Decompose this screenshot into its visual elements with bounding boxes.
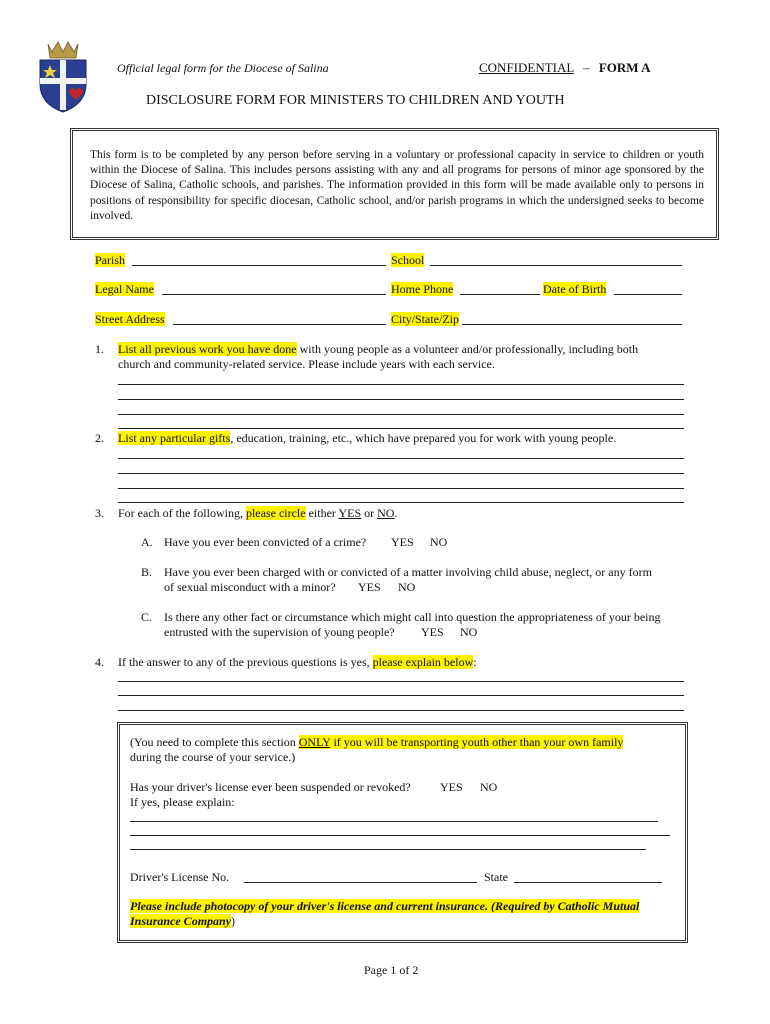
intro-box [70, 128, 719, 240]
q3c-label: C. [141, 610, 153, 624]
street-label: Street Address [95, 312, 165, 326]
intro-text: This form is to be completed by any person before serving in a voluntary or professional capacity in service to children or youth within the Diocese of Salina. This includes persons assisting with any and all programs for persons of minor age sponsored by the Diocese of Salina, Catholic schools, and parishes. The information provided in this form will be made available only to persons in positions of responsibility for specific diocesan, Catholic school, and/or parish programs in which the undersigned seeks to become involved. [90, 149, 704, 222]
q1-number: 1. [95, 342, 104, 356]
q3b-text-line2: of sexual misconduct with a minor? [164, 580, 336, 594]
school-label: School [391, 253, 425, 267]
q3b-yes-option[interactable]: YES [358, 580, 381, 594]
q2-number: 2. [95, 431, 104, 445]
license-explain-line[interactable] [130, 821, 658, 822]
license-explain-label: If yes, please explain: [130, 795, 235, 809]
q3-text: For each of the following, please circle either YES or NO. [118, 506, 398, 520]
dob-label: Date of Birth [543, 282, 607, 296]
home-phone-field[interactable] [460, 294, 540, 295]
q1-answer-line[interactable] [118, 384, 684, 385]
parish-label: Parish [95, 253, 125, 267]
q3b-label: B. [141, 565, 153, 579]
license-suspended-no-option[interactable]: NO [480, 780, 498, 794]
q2-answer-line[interactable] [118, 488, 684, 489]
q1-text: List all previous work you have done with young people as a volunteer and/or professionally, including both [118, 342, 639, 356]
q2-answer-line[interactable] [118, 458, 684, 459]
license-state-field[interactable] [514, 882, 662, 883]
q3a-no-option[interactable]: NO [430, 535, 448, 549]
q1-answer-line[interactable] [118, 399, 684, 400]
license-suspended-yes-option[interactable]: YES [440, 780, 463, 794]
page-number: Page 1 of 2 [364, 963, 419, 977]
parish-field[interactable] [132, 265, 386, 266]
insurance-note-line1: Please include photocopy of your driver's license and current insurance. (Required by Catholic Mutual [130, 899, 640, 913]
license-number-field[interactable] [244, 882, 477, 883]
driver-intro-line2: during the course of your service.) [130, 750, 296, 764]
q3-number: 3. [95, 506, 104, 520]
license-number-label: Driver's License No. [130, 870, 230, 884]
q3b-text-line1: Have you ever been charged with or convicted of a matter involving child abuse, neglect, or any form [164, 565, 652, 579]
q2-text: List any particular gifts, education, training, etc., which have prepared you for work with young people. [118, 431, 617, 445]
city-field[interactable] [462, 324, 682, 325]
page-title: DISCLOSURE FORM FOR MINISTERS TO CHILDREN AND YOUTH [146, 93, 565, 108]
q3a-text: Have you ever been convicted of a crime? [164, 535, 367, 549]
q3c-yes-option[interactable]: YES [421, 625, 444, 639]
q4-number: 4. [95, 655, 104, 669]
q3c-text-line1: Is there any other fact or circumstance which might call into question the appropriateness of your being [164, 610, 661, 624]
q3c-text-line2: entrusted with the supervision of young people? [164, 625, 395, 639]
confidential-label: CONFIDENTIAL [479, 60, 574, 75]
city-label: City/State/Zip [391, 312, 459, 326]
q4-answer-line[interactable] [118, 695, 684, 696]
q4-answer-line[interactable] [118, 710, 684, 711]
license-state-label: State [484, 870, 508, 884]
q3a-label: A. [141, 535, 153, 549]
dash: – [583, 60, 590, 75]
driver-intro-line1: (You need to complete this section ONLY if you will be transporting youth other than your own family [130, 735, 624, 749]
legal-name-label: Legal Name [95, 282, 154, 296]
q4-text: If the answer to any of the previous questions is yes, please explain below: [118, 655, 477, 669]
legal-name-field[interactable] [162, 294, 386, 295]
insurance-note-line2: Insurance Company) [130, 914, 236, 928]
diocese-crest-logo [30, 38, 96, 114]
q3b-no-option[interactable]: NO [398, 580, 416, 594]
street-field[interactable] [173, 324, 386, 325]
school-field[interactable] [430, 265, 682, 266]
q1-answer-line[interactable] [118, 414, 684, 415]
license-suspended-question: Has your driver's license ever been suspended or revoked? [130, 780, 411, 794]
dob-field[interactable] [614, 294, 682, 295]
q1-text-line2: church and community-related service. Please include years with each service. [118, 357, 495, 371]
license-explain-line[interactable] [130, 849, 646, 850]
q3c-no-option[interactable]: NO [460, 625, 478, 639]
license-explain-line[interactable] [130, 835, 670, 836]
q2-answer-line[interactable] [118, 473, 684, 474]
q2-answer-line[interactable] [118, 502, 684, 503]
q4-answer-line[interactable] [118, 681, 684, 682]
driver-section-box [117, 722, 688, 943]
form-label: FORM A [598, 60, 651, 75]
q3a-yes-option[interactable]: YES [391, 535, 414, 549]
q1-answer-line[interactable] [118, 428, 684, 429]
form-designation [479, 60, 650, 76]
official-line: Official legal form for the Diocese of Salina [117, 61, 329, 75]
home-phone-label: Home Phone [391, 282, 454, 296]
